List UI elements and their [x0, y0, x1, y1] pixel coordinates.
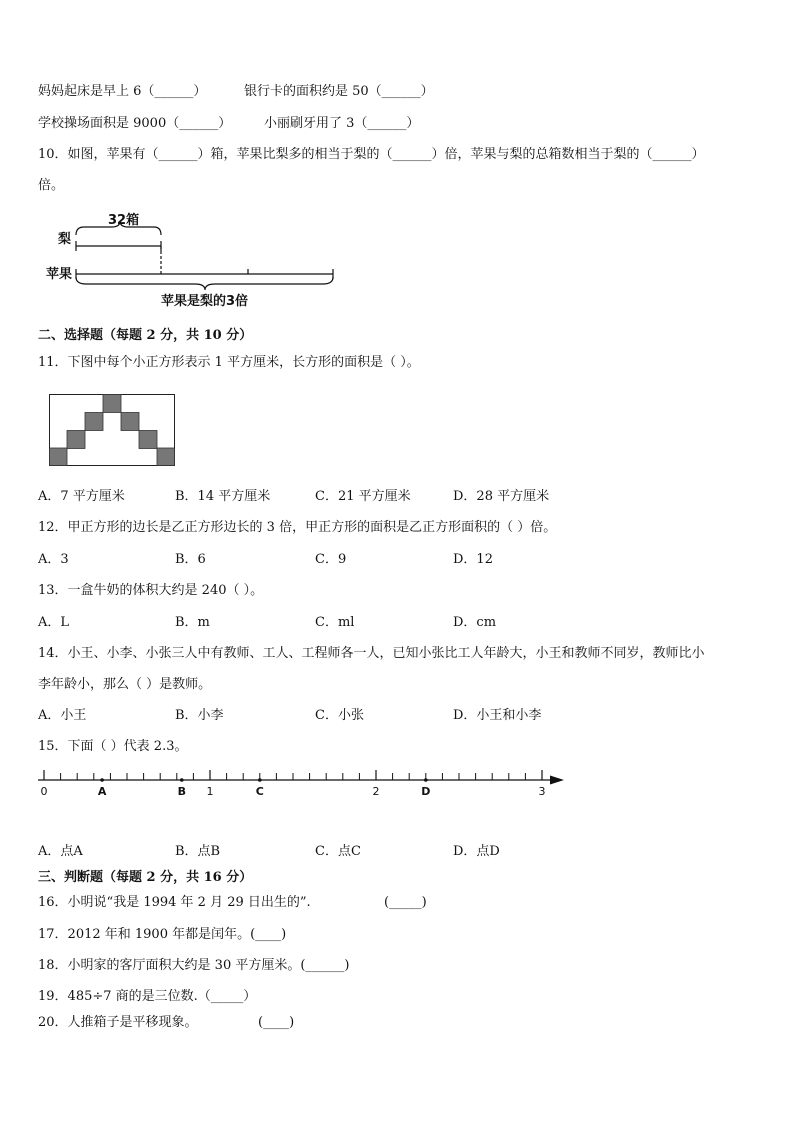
- number-line-label: D: [421, 785, 431, 798]
- unit-question-b: 银行卡的面积约是 50（______）: [244, 84, 434, 99]
- q11-option-a[interactable]: A．7 平方厘米: [38, 489, 125, 504]
- question-16-stem: 16．小明说“我是 1994 年 2 月 29 日出生的”.: [38, 895, 311, 910]
- number-line-label: B: [177, 785, 186, 798]
- q14-option-a[interactable]: A．小王: [38, 708, 87, 723]
- q14-option-c[interactable]: C．小张: [315, 708, 364, 723]
- unit-question-c: 学校操场面积是 9000（______）: [38, 116, 232, 131]
- q15-option-d[interactable]: D．点D: [453, 844, 500, 859]
- q15-option-b[interactable]: B．点B: [175, 844, 221, 859]
- question-18-stem: 18．小明家的客厅面积大约是 30 平方厘米。(______): [38, 958, 350, 973]
- number-line: [36, 766, 566, 802]
- q13-option-b[interactable]: B．m: [175, 615, 210, 630]
- question-13-stem: 13．一盒牛奶的体积大约是 240（ ）。: [38, 583, 264, 598]
- question-11-stem: 11．下图中每个小正方形表示 1 平方厘米，长方形的面积是（ ）。: [38, 355, 420, 370]
- point-a: [100, 778, 104, 782]
- unit-question-d: 小丽刷牙用了 3（______）: [264, 116, 420, 131]
- unit-question-a: 妈妈起床是早上 6（______）: [38, 84, 207, 99]
- question-14-stem: 14．小王、小李、小张三人中有教师、工人、工程师各一人，已知小张比工人年龄大，小王和教师不同岁，教师比小: [38, 646, 705, 661]
- number-line-label: 2: [372, 785, 380, 798]
- question-14-stem-cont: 李年龄小，那么（ ）是教师。: [38, 677, 212, 692]
- number-line-label: C: [255, 785, 264, 798]
- grid-rectangle-figure: [49, 394, 176, 467]
- question-15-stem: 15．下面（ ）代表 2.3。: [38, 739, 188, 754]
- question-20-blank[interactable]: (____): [258, 1015, 295, 1030]
- q12-option-d[interactable]: D．12: [453, 552, 493, 567]
- number-line-label: A: [97, 785, 107, 798]
- section-heading-judge: 三、判断题（每题 2 分，共 16 分）: [38, 870, 253, 885]
- brace-label-32: 32箱: [108, 213, 140, 228]
- line-segment-diagram: [40, 205, 350, 315]
- pear-label: 梨: [58, 232, 72, 247]
- question-10-stem: 10．如图，苹果有（______）箱，苹果比梨多的相当于梨的（______）倍，苹果与梨的总箱数相当于梨的（______）: [38, 147, 705, 162]
- q12-option-b[interactable]: B．6: [175, 552, 206, 567]
- question-17-stem: 17．2012 年和 1900 年都是闰年。(____): [38, 927, 287, 942]
- question-19-stem: 19．485÷7 商的是三位数.（_____）: [38, 989, 257, 1004]
- number-line-label: 0: [40, 785, 48, 798]
- point-b: [180, 778, 184, 782]
- question-10-stem-cont: 倍。: [38, 178, 65, 193]
- q13-option-c[interactable]: C．ml: [315, 615, 355, 630]
- number-line-label: 3: [538, 785, 546, 798]
- number-line-label: 1: [206, 785, 214, 798]
- section-heading-choice: 二、选择题（每题 2 分，共 10 分）: [38, 328, 253, 343]
- q12-option-a[interactable]: A．3: [38, 552, 69, 567]
- q11-option-d[interactable]: D．28 平方厘米: [453, 489, 550, 504]
- q13-option-a[interactable]: A．L: [38, 615, 70, 630]
- question-16-blank[interactable]: (_____): [384, 895, 427, 910]
- point-d: [424, 778, 428, 782]
- question-20-stem: 20．人推箱子是平移现象。: [38, 1015, 198, 1030]
- number-line-arrow: [550, 776, 564, 785]
- q15-option-a[interactable]: A．点A: [38, 844, 83, 859]
- q12-option-c[interactable]: C．9: [315, 552, 347, 567]
- q13-option-d[interactable]: D．cm: [453, 615, 497, 630]
- q15-option-c[interactable]: C．点C: [315, 844, 361, 859]
- apple-bottom-brace: [76, 277, 333, 290]
- brace-label-3x: 苹果是梨的3倍: [161, 294, 249, 309]
- point-c: [258, 778, 262, 782]
- q14-option-b[interactable]: B．小李: [175, 708, 224, 723]
- apple-label: 苹果: [46, 267, 73, 282]
- q14-option-d[interactable]: D．小王和小李: [453, 708, 542, 723]
- q11-option-b[interactable]: B．14 平方厘米: [175, 489, 271, 504]
- question-12-stem: 12．甲正方形的边长是乙正方形边长的 3 倍，甲正方形的面积是乙正方形面积的（ ）倍。: [38, 520, 557, 535]
- q11-option-c[interactable]: C．21 平方厘米: [315, 489, 411, 504]
